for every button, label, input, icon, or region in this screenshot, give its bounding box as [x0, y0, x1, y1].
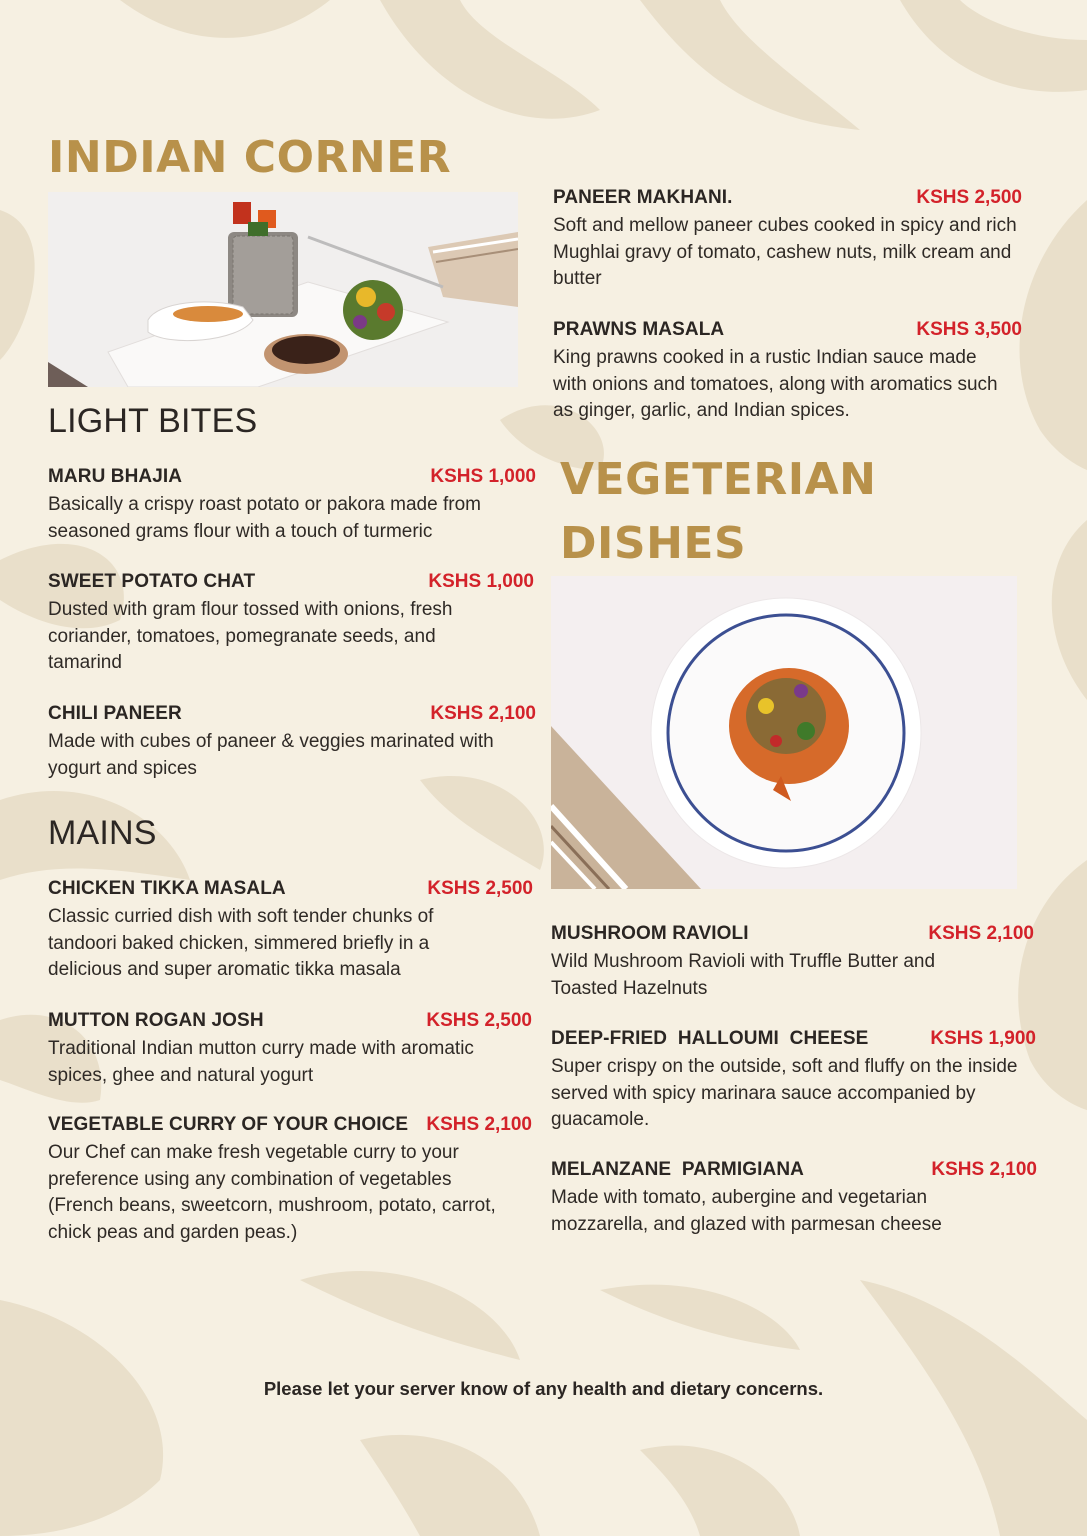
item-description: Super crispy on the outside, soft and fluffy on the inside served with spicy marinara sauce accompanied by guacamole.	[551, 1056, 1018, 1130]
heading-light-bites: LIGHT BITES	[48, 402, 258, 440]
item-description: Soft and mellow paneer cubes cooked in spicy and rich Mughlai gravy of tomato, cashew nuts, milk cream and butter	[553, 215, 1017, 289]
item-price: KSHS 2,100	[430, 703, 536, 724]
item-price: KSHS 2,100	[426, 1114, 532, 1135]
item-price: KSHS 1,000	[428, 571, 534, 592]
item-description: Dusted with gram flour tossed with onions, fresh coriander, tomatoes, pomegranate seeds, and tamarind	[48, 599, 453, 673]
item-price: KSHS 1,000	[430, 466, 536, 487]
item-price: KSHS 3,500	[916, 319, 1022, 340]
heading-vegetarian-line1: VEGETERIAN	[560, 454, 877, 505]
dietary-note: Please let your server know of any health and dietary concerns.	[263, 1378, 824, 1399]
item-name: MARU BHAJIA	[48, 466, 183, 487]
heading-vegetarian-line2: DISHES	[560, 518, 747, 569]
menu-item	[48, 1114, 532, 1246]
item-price: KSHS 2,100	[931, 1159, 1037, 1180]
item-description: Basically a crispy roast potato or pakora made from seasoned grams flour with a touch of turmeric	[48, 494, 481, 542]
item-name: MELANZANE PARMIGIANA	[551, 1159, 804, 1180]
item-name: MUTTON ROGAN JOSH	[48, 1010, 264, 1031]
item-description: Our Chef can make fresh vegetable curry to your preference using any combination of vegetables (French beans, sweetcorn, mushroom, potato, carrot, chick peas and garden peas.)	[48, 1142, 496, 1243]
item-name: VEGETABLE CURRY OF YOUR CHOICE	[48, 1114, 409, 1135]
item-name: SWEET POTATO CHAT	[48, 571, 256, 592]
item-description: Classic curried dish with soft tender chunks of tandoori baked chicken, simmered briefly in a delicious and super aromatic tikka masala	[48, 906, 434, 980]
menu-item	[48, 466, 536, 545]
item-name: DEEP-FRIED HALLOUMI CHEESE	[551, 1028, 869, 1049]
menu-item	[551, 1159, 1037, 1238]
menu-item	[48, 878, 533, 984]
menu-item	[48, 1010, 532, 1089]
item-name: CHILI PANEER	[48, 703, 182, 724]
heading-mains: MAINS	[48, 814, 157, 852]
item-price: KSHS 2,100	[928, 923, 1034, 944]
item-price: KSHS 1,900	[930, 1028, 1036, 1049]
item-name: PANEER MAKHANI.	[553, 187, 733, 208]
item-description: King prawns cooked in a rustic Indian sauce made with onions and tomatoes, along with aromatics such as ginger, garlic, and Indian spices.	[553, 347, 998, 421]
menu-item	[48, 571, 534, 677]
indian-platter-photo	[48, 192, 518, 387]
item-name: MUSHROOM RAVIOLI	[551, 923, 749, 944]
menu-item	[48, 703, 536, 782]
vegetarian-dish-photo	[551, 576, 1017, 889]
item-description: Wild Mushroom Ravioli with Truffle Butter and Toasted Hazelnuts	[551, 951, 936, 999]
item-price: KSHS 2,500	[916, 187, 1022, 208]
heading-indian-corner: INDIAN CORNER	[48, 132, 452, 183]
item-price: KSHS 2,500	[427, 878, 533, 899]
item-price: KSHS 2,500	[426, 1010, 532, 1031]
item-description: Made with cubes of paneer & veggies marinated with yogurt and spices	[48, 731, 494, 779]
menu-item	[551, 923, 1034, 1002]
item-description: Traditional Indian mutton curry made with aromatic spices, ghee and natural yogurt	[48, 1038, 474, 1086]
menu-item	[551, 1028, 1036, 1134]
item-description: Made with tomato, aubergine and vegetarian mozzarella, and glazed with parmesan cheese	[551, 1187, 942, 1235]
item-name: PRAWNS MASALA	[553, 319, 725, 340]
menu-item	[553, 319, 1022, 425]
item-name: CHICKEN TIKKA MASALA	[48, 878, 286, 899]
menu-item	[553, 187, 1022, 293]
